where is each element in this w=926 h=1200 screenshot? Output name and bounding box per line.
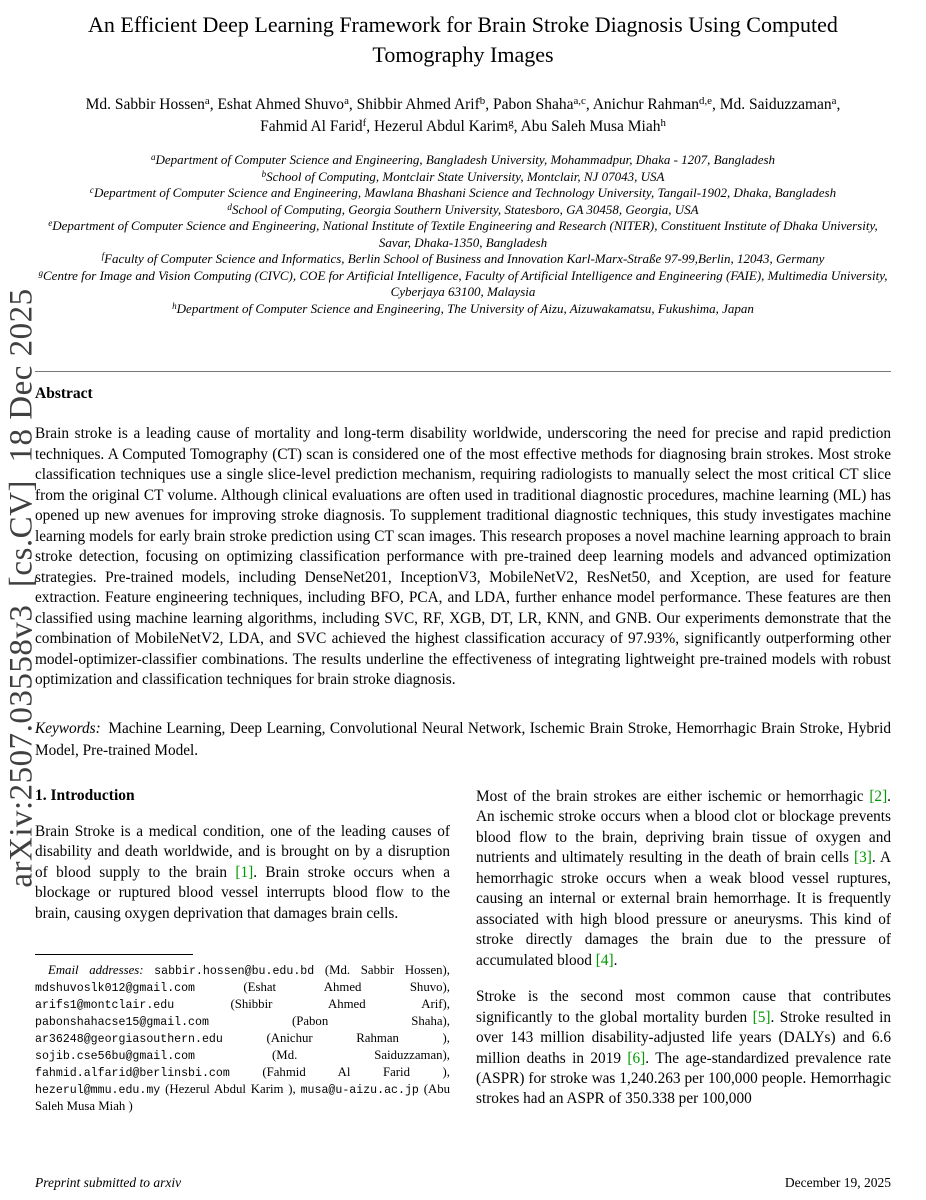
affiliation-list	[35, 152, 891, 317]
citation-link[interactable]: [1]	[235, 863, 254, 881]
email-address: ar36248@georgiasouthern.edu	[35, 1032, 223, 1046]
citation-link[interactable]: [3]	[854, 849, 872, 867]
affiliation-item	[35, 202, 891, 219]
section-heading-introduction: 1. Introduction	[35, 786, 135, 804]
italic-label: Email addresses:	[48, 962, 155, 977]
email-address: hezerul@mmu.edu.my	[35, 1084, 161, 1098]
email-address: sabbir.hossen@bu.edu.bd	[154, 964, 315, 978]
paper-title: An Efficient Deep Learning Framework for Brain Stroke Diagnosis Using Computed Tomography Images	[88, 12, 838, 67]
email-address: pabonshahacse15@gmail.com	[35, 1015, 209, 1029]
affiliation-text: Department of Computer Science and Engineering, The University of Aizu, Aizuwakamatsu, Fukushima, Japan	[176, 300, 754, 316]
author-list: Md. Sabbir Hossen$^a$, Eshat Ahmed Shuvo$^a$, Shibbir Ahmed Arif$^b$, Pabon Shaha$^{a,c}$, Anichur Rahman$^{d,e}$, Md. Saiduzzaman$^a$, Fahmid Al Farid$^f$, Hezerul Abdul Karim$^g$, Abu Saleh Musa Miah$^h$	[85, 94, 841, 135]
superscript: a	[204, 94, 210, 107]
italic-label: Keywords:	[35, 720, 101, 738]
affiliation-superscript: b	[261, 168, 267, 179]
left-column	[35, 787, 450, 1115]
affiliation-item	[35, 185, 891, 202]
intro-paragraph: Brain Stroke is a medical condition, one of the leading causes of disability and death worldwide, and is brought on by a disruption of blood supply to the brain [1]. Brain stroke occurs when a blockage or ruptured blood vessel interrupts blood flow to the brain, causing oxygen deprivation that damages brain cells.	[35, 822, 450, 922]
affiliation-text: Faculty of Computer Science and Informatics, Berlin School of Business and Innovation Karl-Marx-Straße 97-99,Berlin, 12043, Germany	[104, 251, 825, 267]
superscript: h	[660, 116, 666, 129]
citation-link[interactable]: [5]	[752, 1008, 771, 1026]
affiliation-text: School of Computing, Georgia Southern University, Statesboro, GA 30458, Georgia, USA	[231, 201, 699, 217]
email-address: mdshuvoslk012@gmail.com	[35, 981, 196, 995]
keywords-line: Keywords: Machine Learning, Deep Learning, Convolutional Neural Network, Ischemic Brain Stroke, Hemorrhagic Brain Stroke, Hybrid Model, Pre-trained Model.	[35, 720, 891, 759]
superscript: f	[362, 116, 367, 129]
superscript: a,c	[573, 94, 586, 107]
affiliation-item	[35, 152, 891, 169]
affiliation-text: Department of Computer Science and Engineering, Mawlana Bhashani Science and Technology University, Tangail-1902, Dhaka, Bangladesh	[93, 185, 837, 201]
abstract-heading: Abstract	[35, 385, 93, 403]
superscript: b	[479, 94, 486, 107]
footnote-rule	[35, 954, 193, 955]
affiliation-superscript: f	[101, 251, 105, 262]
email-address: fahmid.alfarid@berlinsbi.com	[35, 1066, 230, 1080]
affiliation-item	[35, 251, 891, 268]
citation-link[interactable]: [2]	[869, 787, 888, 805]
email-address: musa@u-aizu.ac.jp	[300, 1084, 419, 1098]
preprint-note: Preprint submitted to arxiv	[35, 1175, 182, 1190]
citation-link[interactable]: [4]	[595, 951, 614, 969]
affiliation-superscript: a	[150, 152, 156, 163]
body-paragraph: Stroke is the second most common cause that contributes significantly to the global mortality burden [5]. Stroke resulted in over 143 million disability-adjusted life years (DALYs) and 6.6 million deaths in 2019 [6]. The age-standardized prevalence rate (ASPR) for stroke was 1,240.263 per 100,000 people. Hemorrhagic strokes had an ASPR of 350.338 per 100,000	[476, 988, 891, 1108]
superscript: d,e	[699, 94, 712, 107]
affiliation-text: School of Computing, Montclair State University, Montclair, NJ 07043, USA	[266, 168, 665, 184]
citation-link[interactable]: [6]	[627, 1049, 646, 1067]
email-footnote: Email addresses: sabbir.hossen@bu.edu.bd (Md. Sabbir Hossen), mdshuvoslk012@gmail.com (Eshat Ahmed Shuvo), arifs1@montclair.edu (Shibbir Ahmed Arif), pabonshahacse15@gmail.com (Pabon Shaha), ar36248@georgiasouthern.edu (Anichur Rahman ), sojib.cse56bu@gmail.com (Md. Saiduzzaman), fahmid.alfarid@berlinsbi.com (Fahmid Al Farid ), hezerul@mmu.edu.my (Hezerul Abdul Karim ), musa@u-aizu.ac.jp (Abu Saleh Musa Miah )	[35, 962, 450, 1114]
affiliation-text: Centre for Image and Vision Computing (CIVC), COE for Artificial Intelligence, Faculty of Artificial Intelligence and Engineering (FAIE), Multimedia University, Cyberjaya 63100, Malaysia	[43, 267, 888, 300]
affiliation-item	[35, 218, 891, 251]
affiliation-item	[35, 301, 891, 318]
affiliation-superscript: c	[89, 185, 94, 196]
affiliation-superscript: h	[172, 300, 177, 311]
two-column-body	[35, 787, 891, 1115]
email-address: arifs1@montclair.edu	[35, 998, 175, 1012]
affiliation-text: Department of Computer Science and Engineering, National Institute of Textile Engineering and Research (NITER), Constituent Institute of Dhaka University, Savar, Dhaka-1350, Bangladesh	[52, 218, 878, 250]
abstract-text: Brain stroke is a leading cause of mortality and long-term disability worldwide, underscoring the need for precise and rapid prediction techniques. A Computed Tomography (CT) scan is considered one of the most effective methods for diagnosing brain strokes. Most stroke classification techniques use a single slice-level prediction mechanism, requiring radiologists to manually select the most critical CT slice from the original CT volume. Although clinical evaluations are often used in traditional diagnostic procedures, machine learning (ML) has opened up new avenues for improving stroke diagnosis. To supplement traditional diagnostic techniques, this study investigates machine learning models for early brain stroke prediction using CT scan images. This research proposes a novel machine learning approach to brain stroke detection, focusing on optimizing classification performance with pre-trained deep learning models and advanced optimization strategies. Pre-trained models, including DenseNet201, InceptionV3, MobileNetV2, ResNet50, and Xception, are used for feature extraction. Feature engineering techniques, including BFO, PCA, and LDA, further enhance model performance. These features are then classified using machine learning algorithms, including SVC, RF, XGB, DT, LR, KNN, and GNB. Our experiments demonstrate that the combination of MobileNetV2, LDA, and SVC achieved the highest classification accuracy of 97.93%, significantly outperforming other model-optimizer-classifier combinations. The results underline the effectiveness of integrating lightweight pre-trained models with robust optimization and classification techniques for brain stroke diagnosis.	[35, 425, 891, 688]
superscript: g	[508, 116, 514, 129]
page-footer	[35, 1175, 891, 1191]
affiliation-superscript: d	[227, 201, 232, 212]
body-paragraph: Most of the brain strokes are either ischemic or hemorrhagic [2]. An ischemic stroke occurs when a blood clot or blockage prevents blood flow to the brain, depriving brain tissue of oxygen and nutrients and ultimately resulting in the death of brain cells [3]. A hemorrhagic stroke occurs when a weak blood vessel ruptures, causing an internal or external brain hemorrhage. It is frequently associated with high blood pressure or aneurysms. This kind of stroke directly damages the brain due to the pressure of accumulated blood [4].	[476, 787, 891, 969]
email-address: sojib.cse56bu@gmail.com	[35, 1049, 196, 1063]
superscript: a	[831, 94, 837, 107]
affiliation-text: Department of Computer Science and Engineering, Bangladesh University, Mohammadpur, Dhaka - 1207, Bangladesh	[155, 152, 776, 168]
affiliation-item	[35, 268, 891, 301]
right-column	[476, 787, 891, 1115]
footnote-block	[35, 954, 450, 1115]
submission-date: December 19, 2025	[784, 1175, 891, 1190]
superscript: a	[344, 94, 349, 107]
affiliation-item	[35, 169, 891, 186]
affiliation-superscript: e	[48, 218, 53, 229]
affiliation-superscript: g	[38, 267, 44, 278]
frontmatter-rule	[35, 371, 891, 372]
arxiv-stamp: arXiv:2507.03558v3 [cs.CV] 18 Dec 2025	[3, 288, 40, 888]
